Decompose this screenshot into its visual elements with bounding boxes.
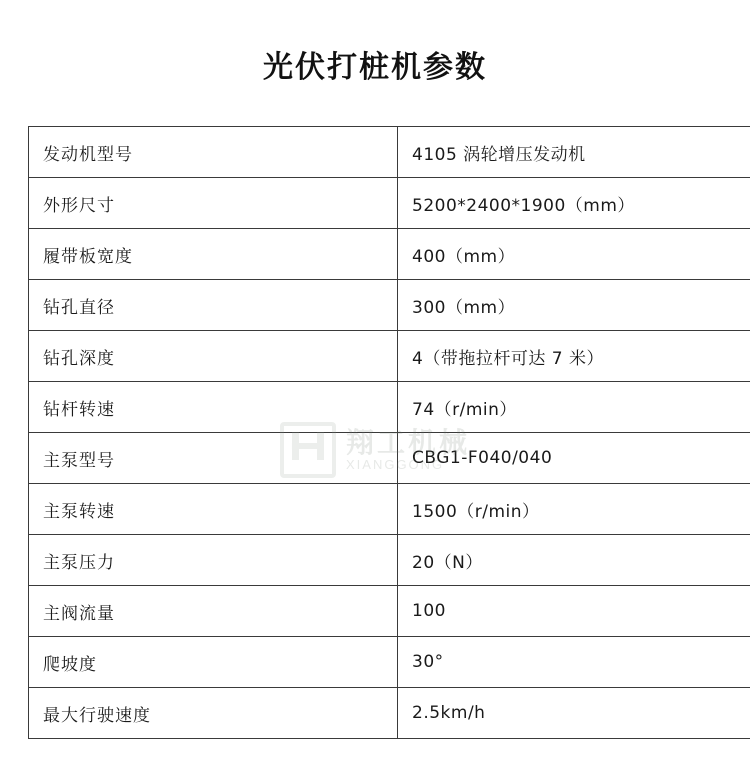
spec-name-cell: 主泵转速: [29, 484, 398, 535]
spec-name-cell: 主阀流量: [29, 586, 398, 637]
spec-value-cell: 20（N）: [398, 535, 750, 586]
spec-value-cell: 74（r/min）: [398, 382, 750, 433]
spec-name-cell: 最大行驶速度: [29, 688, 398, 739]
spec-value-cell: 30°: [398, 637, 750, 688]
spec-name-cell: 外形尺寸: [29, 178, 398, 229]
spec-value-cell: 4105 涡轮增压发动机: [398, 127, 750, 178]
spec-name-cell: 发动机型号: [29, 127, 398, 178]
spec-name-cell: 爬坡度: [29, 637, 398, 688]
table-row: [29, 688, 750, 739]
spec-name-cell: 钻孔深度: [29, 331, 398, 382]
spec-name-cell: 主泵型号: [29, 433, 398, 484]
table-row: [29, 178, 750, 229]
table-row: [29, 433, 750, 484]
spec-name-cell: 钻孔直径: [29, 280, 398, 331]
watermark-chinese: 翔工机械: [345, 426, 471, 460]
table-row: [29, 484, 750, 535]
spec-value-cell: 300（mm）: [398, 280, 750, 331]
spec-name-cell: 钻杆转速: [29, 382, 398, 433]
spec-value-cell: 400（mm）: [398, 229, 750, 280]
watermark-english: XIANGGONG: [345, 456, 445, 472]
spec-value-cell: CBG1-F040/040: [398, 433, 750, 484]
spec-value-cell: 1500（r/min）: [398, 484, 750, 535]
spec-value-cell: 2.5km/h: [398, 688, 750, 739]
spec-table-body: [29, 127, 750, 739]
table-row: [29, 637, 750, 688]
table-row: [29, 535, 750, 586]
spec-value-cell: 4（带拖拉杆可达 7 米）: [398, 331, 750, 382]
table-row: [29, 586, 750, 637]
table-row: [29, 382, 750, 433]
spec-table-container: [28, 126, 722, 739]
table-row: [29, 280, 750, 331]
spec-value-cell: 100: [398, 586, 750, 637]
spec-value-cell: 5200*2400*1900（mm）: [398, 178, 750, 229]
page-title: 光伏打桩机参数: [263, 50, 487, 85]
spec-name-cell: 履带板宽度: [29, 229, 398, 280]
table-row: [29, 229, 750, 280]
spec-name-cell: 主泵压力: [29, 535, 398, 586]
specification-table: [28, 126, 750, 739]
table-row: [29, 331, 750, 382]
table-row: [29, 127, 750, 178]
